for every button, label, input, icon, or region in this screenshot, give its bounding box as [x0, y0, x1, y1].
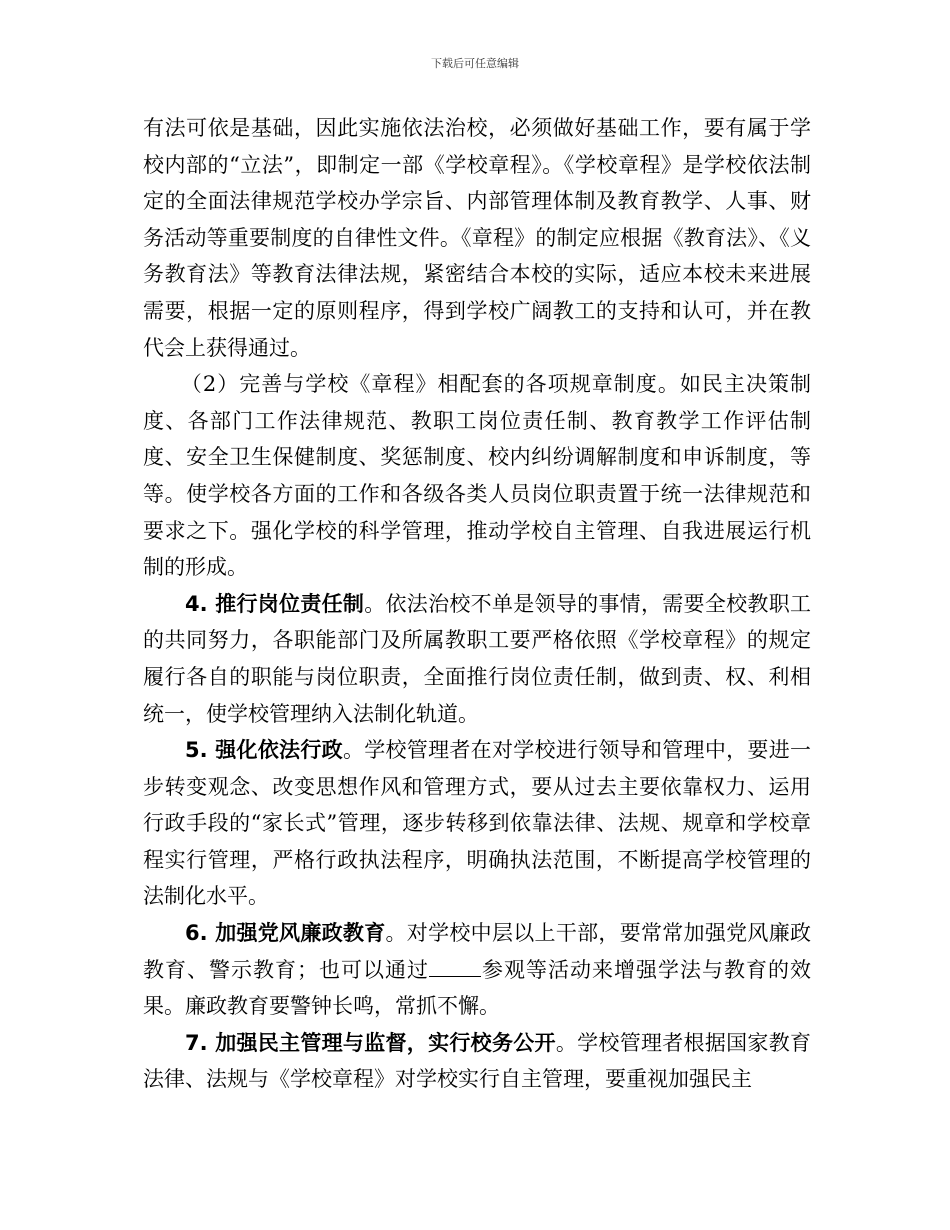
fill-in-blank — [429, 975, 481, 977]
paragraph-post-responsibility — [143, 586, 811, 732]
section-heading-5: 5. 强化依法行政 — [185, 738, 343, 763]
paragraph-rules-system: （2）完善与学校《章程》相配套的各项规章制度。如民主决策制度、各部门工作法律规范、教职工岗位责任制、教育教学工作评估制度、安全卫生保健制度、奖惩制度、校内纠纷调解制度和申诉制度，等等。使学校各方面的工作和各级各类人员岗位职责置于统一法律规范和要求之下。强化学校的科学管理，推动学校自主管理、自我进展运行机制的形成。 — [143, 372, 811, 580]
paragraph-integrity-education — [143, 915, 811, 1025]
section-heading-4: 4. 推行岗位责任制 — [185, 591, 365, 616]
paragraph-democratic-management — [143, 1025, 811, 1098]
paragraph-lawful-administration — [143, 732, 811, 915]
section-body-5: 。学校管理者在对学校进行领导和管理中，要进一步转变观念、改变思想作风和管理方式，要从过去主要依靠权力、运用行政手段的“家长式”管理，逐步转移到依靠法律、法规、规章和学校章程实行管理，严格行政执法程序，明确执法范围，不断提高学校管理的法制化水平。 — [143, 738, 812, 909]
page-header-note: 下载后可任意编辑 — [431, 57, 519, 70]
section-body-6b: 参观等活动来增强学法与教育的效果。廉政教育要警钟长鸣，常抓不懈。 — [143, 957, 811, 1019]
section-body-7: 。学校管理者根据国家教育法律、法规与《学校章程》对学校实行自主管理，要重视加强民主 — [143, 1030, 812, 1092]
document-body — [143, 110, 811, 1098]
section-body-4: 。依法治校不单是领导的事情，需要全校教职工的共同努力，各职能部门及所属教职工要严格依照《学校章程》的规定履行各自的职能与岗位职责，全面推行岗位责任制，做到责、权、利相统一，使学校管理纳入法制化轨道。 — [143, 591, 811, 726]
paragraph-charter-foundation: 有法可依是基础，因此实施依法治校，必须做好基础工作，要有属于学校内部的“立法”，即制定一部《学校章程》。《学校章程》是学校依法制定的全面法律规范学校办学宗旨、内部管理体制及教育教学、人事、财务活动等重要制度的自律性文件。《章程》的制定应根据《教育法》、《义务教育法》等教育法律法规，紧密结合本校的实际，适应本校未来进展需要，根据一定的原则程序，得到学校广阔教工的支持和认可，并在教代会上获得通过。 — [143, 116, 811, 360]
section-heading-6: 6. 加强党风廉政教育 — [185, 921, 386, 946]
section-heading-7: 7. 加强民主管理与监督，实行校务公开 — [185, 1030, 556, 1055]
section-body-6a: 。对学校中层以上干部，要常常加强党风廉政教育、警示教育；也可以通过 — [143, 921, 812, 982]
